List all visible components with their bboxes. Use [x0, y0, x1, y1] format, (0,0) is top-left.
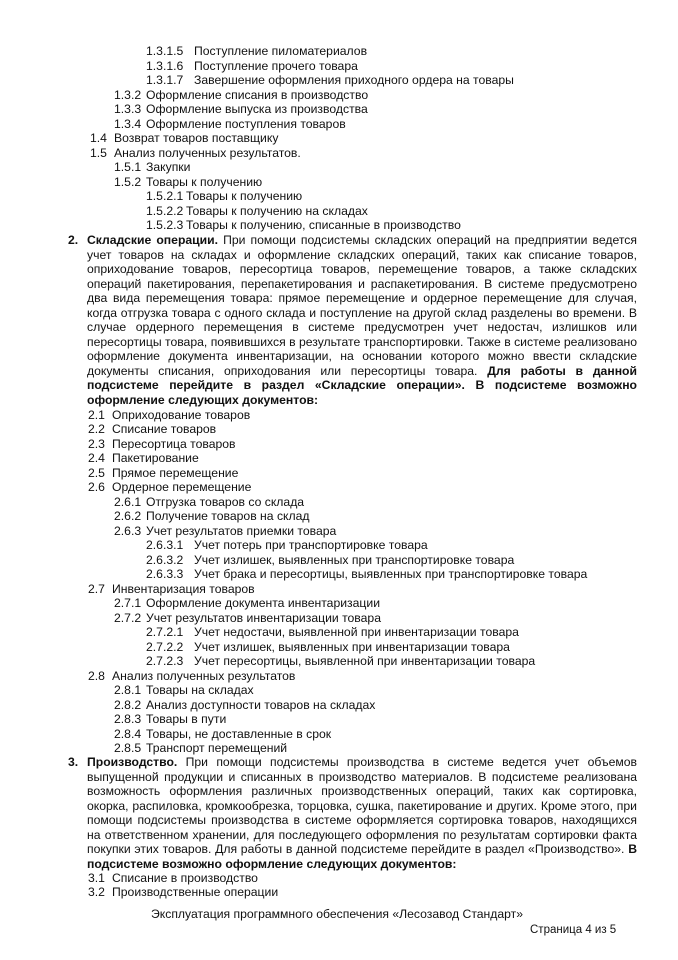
outline-item-label: Ордерное перемещение	[112, 480, 252, 494]
outline-item-label: Учет результатов инвентаризации товара	[146, 611, 381, 625]
outline-item	[88, 466, 238, 481]
outline-item	[114, 611, 381, 626]
outline-item-number: 2.5	[88, 466, 105, 480]
outline-item	[90, 146, 301, 161]
outline-item-number: 3.2	[88, 885, 105, 899]
outline-item-label: Оформление документа инвентаризации	[146, 596, 381, 610]
outline-item-label: Анализ полученных результатов	[112, 669, 296, 683]
outline-item	[88, 451, 199, 466]
outline-item-label: Поступление прочего товара	[194, 59, 358, 73]
section-3-paragraph	[87, 755, 637, 871]
section-2-instruction: Для работы в данной подсистеме перейдите в раздел «Складские операции». В подсистеме возможно оформление следующих документов:	[87, 363, 637, 407]
outline-item-number: 2.2	[88, 422, 105, 436]
outline-item-label: Анализ доступности товаров на складах	[146, 698, 376, 712]
outline-item	[114, 712, 226, 727]
outline-item-label: Инвентаризация товаров	[112, 582, 255, 596]
outline-item-label: Учет результатов приемки товара	[146, 524, 337, 538]
outline-item-label: Получение товаров на склад	[146, 509, 310, 523]
outline-item-number: 2.3	[88, 437, 105, 451]
outline-item	[146, 189, 302, 204]
outline-item-label: Товары к получению	[146, 175, 263, 189]
outline-item-number: 1.3.1.7	[146, 73, 184, 87]
outline-item-number: 2.7	[88, 582, 105, 596]
outline-item-label: Пересортица товаров	[112, 437, 236, 451]
outline-item-label: Оформление списания в производство	[146, 88, 369, 102]
outline-item	[88, 437, 236, 452]
outline-item	[88, 422, 216, 437]
outline-item-label: Производственные операции	[112, 885, 279, 899]
outline-item-number: 2.8.5	[114, 741, 142, 755]
outline-item	[146, 204, 368, 219]
outline-item-label: Товары, не доставленные в срок	[146, 727, 332, 741]
outline-item-number: 2.8	[88, 669, 105, 683]
outline-item	[114, 160, 190, 175]
outline-item	[114, 683, 254, 698]
outline-item	[88, 408, 250, 423]
outline-item-label: Поступление пиломатериалов	[194, 44, 368, 58]
outline-item	[114, 509, 310, 524]
outline-item-label: Пакетирование	[112, 451, 199, 465]
outline-item	[114, 495, 304, 510]
outline-item-label: Отгрузка товаров со склада	[146, 495, 305, 509]
outline-item-label: Прямое перемещение	[112, 466, 239, 480]
outline-item	[146, 625, 519, 640]
outline-item	[114, 741, 287, 756]
outline-item-number: 2.6.3.2	[146, 553, 184, 567]
outline-item-label: Учет пересортицы, выявленной при инвентаризации товара	[194, 654, 536, 668]
outline-item-number: 2.7.2.3	[146, 654, 184, 668]
outline-item-number: 2.8.1	[114, 683, 142, 697]
outline-item-label: Учет брака и пересортицы, выявленных при транспортировке товара	[194, 567, 588, 581]
outline-item-label: Закупки	[146, 160, 191, 174]
outline-item	[146, 553, 514, 568]
outline-item	[146, 59, 358, 74]
outline-item	[146, 218, 461, 233]
outline-item	[146, 73, 514, 88]
outline-item	[88, 871, 258, 886]
outline-item-number: 1.5.1	[114, 160, 142, 174]
outline-item	[114, 596, 380, 611]
outline-item	[114, 524, 336, 539]
outline-item-number: 1.3.3	[114, 102, 142, 116]
outline-item-number: 2.6.3.3	[146, 567, 184, 581]
outline-item-label: Списание товаров	[112, 422, 217, 436]
section-3-body: При помощи подсистемы производства в системе ведется учет объемов выпущенной продукции и списанных в производство материалов. В подсистеме реализована возможность оформления различных производственных операций, таких как сортировка, окорка, распиловка, кромкообрезка, торцовка, сушка, пакетирование и других. Кроме этого, при помощи подсистемы производства в системе оформляется сортировка товаров, находящихся на ответственном хранении, для последующего оформления по результатам сортировки факта покупки этих товаров. Для работы в данной подсистеме перейдите в раздел «Производство».	[87, 755, 637, 856]
outline-item	[114, 117, 346, 132]
outline-item-label: Оформление поступления товаров	[146, 117, 346, 131]
section-2-marker: 2.	[68, 233, 79, 247]
outline-item	[146, 567, 587, 582]
outline-item-number: 1.5	[90, 146, 107, 160]
outline-item	[88, 582, 255, 597]
outline-item-label: Транспорт перемещений	[146, 741, 288, 755]
outline-item-label: Анализ полученных результатов.	[114, 146, 301, 160]
outline-item-number: 2.8.4	[114, 727, 142, 741]
outline-item-number: 1.3.1.5	[146, 44, 184, 58]
outline-item	[114, 88, 368, 103]
outline-item	[90, 131, 278, 146]
outline-item-label: Оформление выпуска из производства	[146, 102, 368, 116]
outline-item	[146, 538, 428, 553]
outline-item-label: Учет потерь при транспортировке товара	[194, 538, 428, 552]
outline-item-number: 2.7.2.1	[146, 625, 184, 639]
outline-item-label: Списание в производство	[112, 871, 258, 885]
outline-item-number: 1.5.2	[114, 175, 142, 189]
outline-item-number: 1.5.2.1	[146, 189, 184, 203]
outline-item	[88, 480, 251, 495]
section-2-title: Складские операции.	[87, 233, 219, 247]
outline-item-number: 2.6.3	[114, 524, 142, 538]
outline-item-number: 2.6.3.1	[146, 538, 184, 552]
outline-item-number: 1.3.1.6	[146, 59, 184, 73]
outline-item	[114, 102, 368, 117]
outline-item	[146, 640, 510, 655]
outline-item-label: Оприходование товаров	[112, 408, 251, 422]
section-3-title: Производство.	[87, 755, 178, 769]
outline-item-label: Завершение оформления приходного ордера на товары	[194, 73, 514, 87]
page-number: Страница 4 из 5	[530, 924, 617, 936]
outline-item-number: 2.8.2	[114, 698, 142, 712]
outline-item-number: 1.4	[90, 131, 107, 145]
outline-item	[88, 885, 278, 900]
outline-item-number: 2.7.2	[114, 611, 142, 625]
outline-item-label: Товары в пути	[146, 712, 227, 726]
outline-item-label: Товары к получению	[186, 189, 303, 203]
outline-item	[146, 44, 367, 59]
outline-item-label: Товары на складах	[146, 683, 254, 697]
outline-item	[146, 654, 535, 669]
outline-item-number: 1.3.2	[114, 88, 142, 102]
outline-item-label: Возврат товаров поставщику	[114, 131, 279, 145]
outline-item-number: 1.5.2.2	[146, 204, 184, 218]
outline-item	[88, 669, 295, 684]
outline-item-number: 1.3.4	[114, 117, 142, 131]
footer-title: Эксплуатация программного обеспечения «Лесозавод Стандарт»	[151, 907, 524, 921]
outline-item-number: 2.4	[88, 451, 105, 465]
outline-item-number: 2.6.2	[114, 509, 142, 523]
section-3-instruction: В подсистеме возможно оформление следующих документов:	[87, 842, 637, 871]
outline-item-number: 2.8.3	[114, 712, 142, 726]
section-2-body: При помощи подсистемы складских операций на предприятии ведется учет товаров на складах и оформление складских операций, таких как списание товаров, оприходование товаров, пересортица товаров, перемещение товаров, а также складских операций пакетирования, перепакетирования и распакетирования. В системе предусмотрено два вида перемещения товара: прямое перемещение и ордерное перемещение для случая, когда отгрузка товара с одного склада и поступление на другой склад разделены во времени. В случае ордерного перемещения в системе предусмотрен учет недостач, излишков или пересортицы товара, появившихся в результате транспортировки. Также в системе реализовано оформление документа инвентаризации, на основании которого можно ввести складские документы списания, оприходования или пересортицы товара.	[87, 233, 637, 378]
outline-item-number: 1.5.2.3	[146, 218, 184, 232]
outline-item-number: 2.7.1	[114, 596, 142, 610]
outline-item	[114, 175, 262, 190]
outline-item-number: 3.1	[88, 871, 105, 885]
outline-item-label: Учет излишек, выявленных при инвентаризации товара	[194, 640, 510, 654]
outline-item	[114, 698, 375, 713]
section-2-paragraph	[87, 233, 637, 407]
outline-item-number: 2.7.2.2	[146, 640, 184, 654]
outline-item-label: Товары к получению на складах	[186, 204, 368, 218]
outline-item-number: 2.1	[88, 408, 105, 422]
section-3-marker: 3.	[68, 755, 79, 769]
outline-item	[114, 727, 331, 742]
outline-item-number: 2.6	[88, 480, 105, 494]
outline-item-label: Учет недостачи, выявленной при инвентаризации товара	[194, 625, 519, 639]
outline-item-number: 2.6.1	[114, 495, 142, 509]
outline-item-label: Учет излишек, выявленных при транспортировке товара	[194, 553, 515, 567]
outline-item-label: Товары к получению, списанные в производство	[186, 218, 461, 232]
